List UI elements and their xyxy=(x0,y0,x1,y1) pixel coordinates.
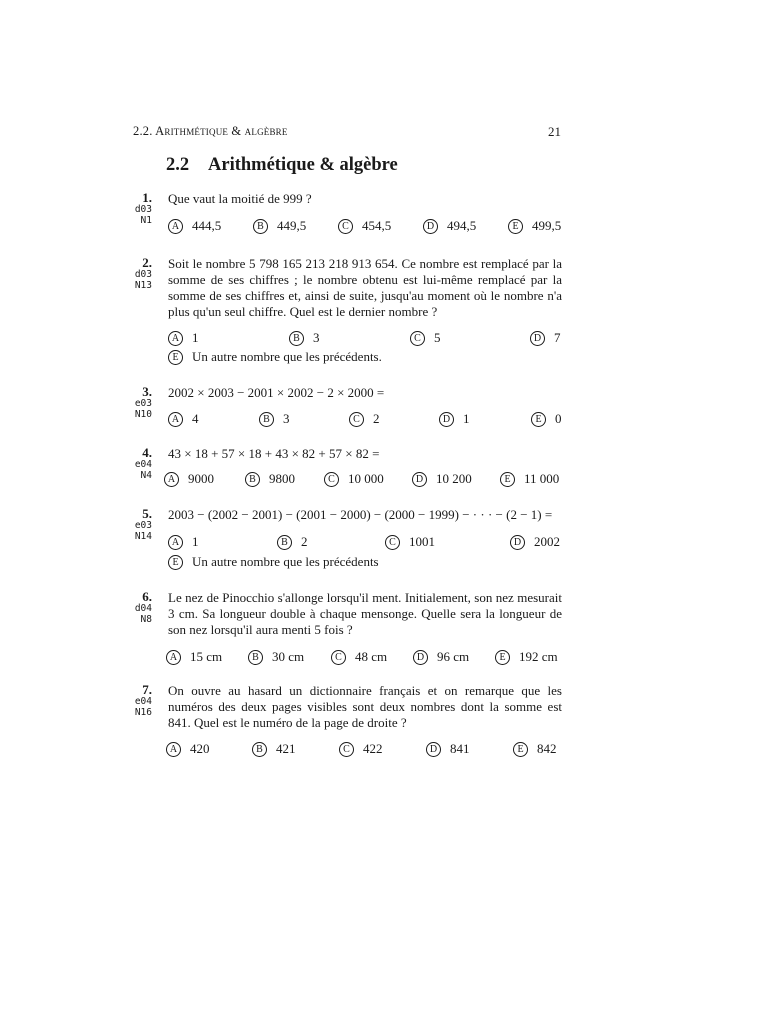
option-value: 10 000 xyxy=(348,471,384,486)
option-letter: B xyxy=(245,472,260,487)
question-header xyxy=(128,385,152,420)
option-value: 9000 xyxy=(188,471,214,486)
option-letter: B xyxy=(277,535,292,550)
question-number: 6. xyxy=(142,589,152,604)
question-header xyxy=(128,507,152,542)
option-c[interactable] xyxy=(338,218,391,234)
option-letter: B xyxy=(259,412,274,427)
question-number: 1. xyxy=(142,190,152,205)
option-e[interactable] xyxy=(513,741,557,757)
question-text: On ouvre au hasard un dictionnaire français et on remarque que les numéros des deux pages visibles sont deux nombres dont la somme est 841. Quel est le numéro de la page de droite ? xyxy=(168,683,562,730)
option-value: 841 xyxy=(450,741,470,756)
option-d[interactable] xyxy=(426,741,470,757)
option-b[interactable] xyxy=(245,471,295,487)
option-value: 449,5 xyxy=(277,218,307,233)
option-value: 11 000 xyxy=(524,471,560,486)
option-letter: A xyxy=(168,535,183,550)
option-letter: E xyxy=(168,350,183,365)
running-title: 2.2. Arithmétique & algèbre xyxy=(133,124,288,138)
option-value: 192 cm xyxy=(519,649,558,664)
option-letter: B xyxy=(248,650,263,665)
option-c[interactable] xyxy=(324,471,384,487)
option-letter: D xyxy=(412,472,427,487)
option-a[interactable] xyxy=(168,218,221,234)
option-letter: C xyxy=(410,331,425,346)
option-letter: A xyxy=(166,650,181,665)
option-letter: A xyxy=(168,412,183,427)
option-value: 3 xyxy=(313,330,320,345)
question-2 xyxy=(128,256,564,368)
question-5 xyxy=(128,507,564,572)
option-letter: C xyxy=(324,472,339,487)
option-letter: E xyxy=(500,472,515,487)
question-text: Que vaut la moitié de 999 ? xyxy=(168,191,312,206)
question-text: 2003 − (2002 − 2001) − (2001 − 2000) − (2000 − 1999) − · · · − (2 − 1) = xyxy=(168,507,553,522)
option-letter: C xyxy=(339,742,354,757)
question-code: e04 xyxy=(134,696,152,707)
option-d[interactable] xyxy=(423,218,476,234)
option-d[interactable] xyxy=(510,534,560,550)
option-c[interactable] xyxy=(410,330,441,346)
question-header xyxy=(128,256,152,291)
question-code: d03 xyxy=(134,269,152,280)
option-letter: D xyxy=(423,219,438,234)
option-value: 30 cm xyxy=(272,649,305,664)
option-value: 454,5 xyxy=(362,218,392,233)
option-e[interactable] xyxy=(168,554,379,570)
question-header xyxy=(128,446,152,481)
option-e[interactable] xyxy=(168,349,382,365)
option-b[interactable] xyxy=(277,534,308,550)
option-letter: A xyxy=(164,472,179,487)
option-value: 499,5 xyxy=(532,218,562,233)
question-header xyxy=(128,590,152,625)
option-value: 10 200 xyxy=(436,471,472,486)
option-a[interactable] xyxy=(166,649,222,665)
option-value: 1 xyxy=(192,330,199,345)
option-value: Un autre nombre que les précédents. xyxy=(192,349,382,364)
question-6 xyxy=(128,590,564,670)
option-value: 48 cm xyxy=(355,649,388,664)
option-letter: B xyxy=(253,219,268,234)
option-d[interactable] xyxy=(439,411,470,427)
question-code: d04 xyxy=(134,603,152,614)
option-letter: D xyxy=(530,331,545,346)
question-number: 7. xyxy=(142,682,152,697)
question-code: N8 xyxy=(140,614,152,625)
question-text: Le nez de Pinocchio s'allonge lorsqu'il ment. Initialement, son nez mesurait 3 cm. Sa longueur double à chaque mensonge. Quelle sera la longueur de son nez lorsqu'il aura menti 5 fois ? xyxy=(168,590,562,637)
option-letter: D xyxy=(413,650,428,665)
option-value: 494,5 xyxy=(447,218,477,233)
option-letter: D xyxy=(426,742,441,757)
option-letter: E xyxy=(168,555,183,570)
option-e[interactable] xyxy=(508,218,561,234)
question-header xyxy=(128,191,152,226)
option-value: 1 xyxy=(192,534,199,549)
question-text: Soit le nombre 5 798 165 213 218 913 654. Ce nombre est remplacé par la somme de ses chiffres ; le nombre obtenu est lui-même remplacé par la somme de ses chiffres et, ainsi de suite, jusqu'au moment où le nombre n'a plus qu'un seul chiffre. Quel est le dernier nombre ? xyxy=(168,256,562,319)
option-value: 15 cm xyxy=(190,649,223,664)
option-letter: D xyxy=(439,412,454,427)
option-d[interactable] xyxy=(530,330,561,346)
option-a[interactable] xyxy=(168,534,199,550)
option-b[interactable] xyxy=(259,411,290,427)
option-value: 444,5 xyxy=(192,218,222,233)
option-value: 1 xyxy=(463,411,470,426)
option-e[interactable] xyxy=(500,471,559,487)
option-d[interactable] xyxy=(413,649,469,665)
option-letter: C xyxy=(338,219,353,234)
option-letter: A xyxy=(166,742,181,757)
option-letter: E xyxy=(508,219,523,234)
option-value: 5 xyxy=(434,330,441,345)
option-letter: D xyxy=(510,535,525,550)
option-c[interactable] xyxy=(339,741,383,757)
option-a[interactable] xyxy=(168,411,199,427)
question-number: 2. xyxy=(142,255,152,270)
option-a[interactable] xyxy=(168,330,199,346)
question-3 xyxy=(128,385,564,430)
option-a[interactable] xyxy=(166,741,210,757)
option-letter: B xyxy=(252,742,267,757)
option-value: 0 xyxy=(555,411,562,426)
question-code: N13 xyxy=(134,280,152,291)
option-value: Un autre nombre que les précédents xyxy=(192,554,379,569)
question-code: e04 xyxy=(134,459,152,470)
running-header xyxy=(133,124,561,140)
question-text: 43 × 18 + 57 × 18 + 43 × 82 + 57 × 82 = xyxy=(168,446,380,461)
option-e[interactable] xyxy=(531,411,562,427)
option-b[interactable] xyxy=(289,330,320,346)
option-b[interactable] xyxy=(248,649,304,665)
option-letter: C xyxy=(385,535,400,550)
question-code: N16 xyxy=(134,707,152,718)
option-letter: A xyxy=(168,331,183,346)
question-code: N10 xyxy=(134,409,152,420)
option-b[interactable] xyxy=(252,741,296,757)
section-heading xyxy=(166,155,398,176)
question-number: 5. xyxy=(142,506,152,521)
option-value: 96 cm xyxy=(437,649,470,664)
option-value: 421 xyxy=(276,741,296,756)
option-letter: C xyxy=(349,412,364,427)
option-a[interactable] xyxy=(164,471,214,487)
option-value: 2 xyxy=(373,411,380,426)
question-code: e03 xyxy=(134,520,152,531)
section-title: Arithmétique & algèbre xyxy=(208,155,398,175)
option-c[interactable] xyxy=(385,534,435,550)
option-b[interactable] xyxy=(253,218,306,234)
question-code: N1 xyxy=(140,215,152,226)
option-value: 2002 xyxy=(534,534,560,549)
option-value: 3 xyxy=(283,411,290,426)
option-letter: C xyxy=(331,650,346,665)
question-code: e03 xyxy=(134,398,152,409)
section-number: 2.2 xyxy=(166,155,190,175)
option-c[interactable] xyxy=(349,411,380,427)
option-letter: E xyxy=(531,412,546,427)
question-code: N4 xyxy=(140,470,152,481)
option-value: 7 xyxy=(554,330,561,345)
question-code: d03 xyxy=(134,204,152,215)
option-value: 420 xyxy=(190,741,210,756)
question-text: 2002 × 2003 − 2001 × 2002 − 2 × 2000 = xyxy=(168,385,385,400)
question-number: 4. xyxy=(142,445,152,460)
question-4 xyxy=(128,446,564,491)
question-code: N14 xyxy=(134,531,152,542)
question-1 xyxy=(128,191,564,241)
option-e[interactable] xyxy=(495,649,558,665)
option-letter: A xyxy=(168,219,183,234)
option-value: 842 xyxy=(537,741,557,756)
question-number: 3. xyxy=(142,384,152,399)
option-value: 1001 xyxy=(409,534,435,549)
option-value: 2 xyxy=(301,534,308,549)
option-value: 4 xyxy=(192,411,199,426)
option-letter: E xyxy=(513,742,528,757)
option-value: 422 xyxy=(363,741,383,756)
question-7 xyxy=(128,683,564,763)
option-letter: E xyxy=(495,650,510,665)
option-letter: B xyxy=(289,331,304,346)
question-header xyxy=(128,683,152,718)
option-d[interactable] xyxy=(412,471,472,487)
option-value: 9800 xyxy=(269,471,295,486)
page-number: 21 xyxy=(548,124,561,139)
option-c[interactable] xyxy=(331,649,387,665)
